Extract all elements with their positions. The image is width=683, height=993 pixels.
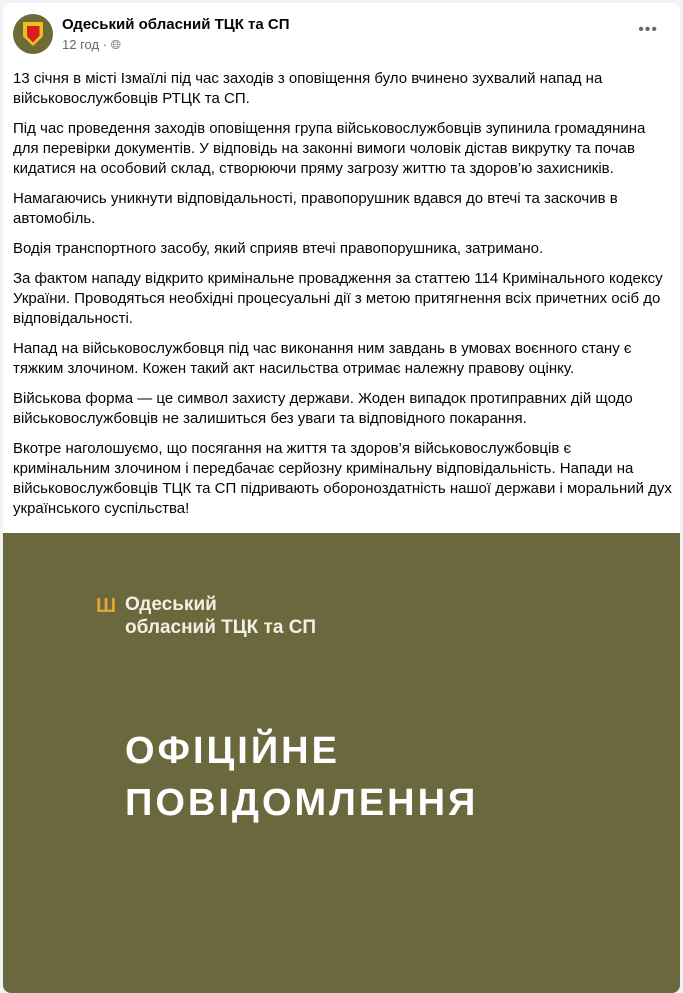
post-header [3, 3, 680, 65]
image-org-name [125, 593, 316, 639]
post-image[interactable] [3, 533, 680, 993]
title-line: ОФІЦІЙНЕ [125, 730, 340, 772]
post-meta [62, 37, 121, 53]
paragraph: Напад на військовослужбовця під час виконання ним завдань в умовах воєнного стану є тяжким злочином. Кожен такий акт насильства отримає належну правову оцінку. [13, 340, 632, 377]
paragraph: Військова форма — це символ захисту держави. Жоден випадок протиправних дій щодо військовослужбовців не залишиться без уваги та відповідного покарання. [13, 390, 633, 427]
trident-icon: Ш [96, 595, 117, 617]
paragraph: 13 січня в місті Ізмаїлі під час заходів з оповіщення було вчинено зухвалий напад на військовослужбовців РТЦК та СП. [13, 70, 603, 107]
avatar[interactable] [13, 14, 53, 54]
paragraph: Під час проведення заходів оповіщення група військовослужбовців зупинила громадянина для перевірки документів. У відповідь на законні вимоги чоловік дістав викрутку та почав кидатися на особовий склад, створюючи пряму загрозу життю та здоров’ю захисників. [13, 120, 646, 177]
author-name[interactable]: Одеський обласний ТЦК та СП [62, 16, 290, 33]
paragraph: Водія транспортного засобу, який сприяв втечі правопорушника, затримано. [13, 240, 544, 257]
title-line: ПОВІДОМЛЕННЯ [125, 782, 479, 824]
separator: · [102, 37, 108, 52]
timestamp[interactable]: 12 год [62, 37, 100, 52]
paragraph: За фактом нападу відкрито кримінальне провадження за статтею 114 Кримінального кодексу України. Проводяться необхідні процесуальні дії з метою притягнення всіх причетних осіб до відповідальності. [13, 270, 663, 327]
more-options-icon[interactable]: ••• [638, 21, 658, 38]
org-line: обласний ТЦК та СП [125, 617, 317, 638]
post-text [3, 65, 680, 525]
paragraph: Вкотре наголошуємо, що посягання на життя та здоров’я військовослужбовців є кримінальним злочином і передбачає серйозну кримінальну відповідальність. Напади на військовослужбовців ТЦК та СП підривають обороноздатність нашої держави і моральний дух українського суспільства! [13, 440, 672, 517]
post-card [3, 3, 680, 993]
image-title [125, 725, 478, 829]
emblem-icon [23, 22, 43, 46]
org-line: Одеський [125, 594, 217, 615]
paragraph: Намагаючись уникнути відповідальності, правопорушник вдався до втечі та заскочив в автомобіль. [13, 190, 618, 227]
globe-icon: 🌐︎ [110, 37, 122, 52]
